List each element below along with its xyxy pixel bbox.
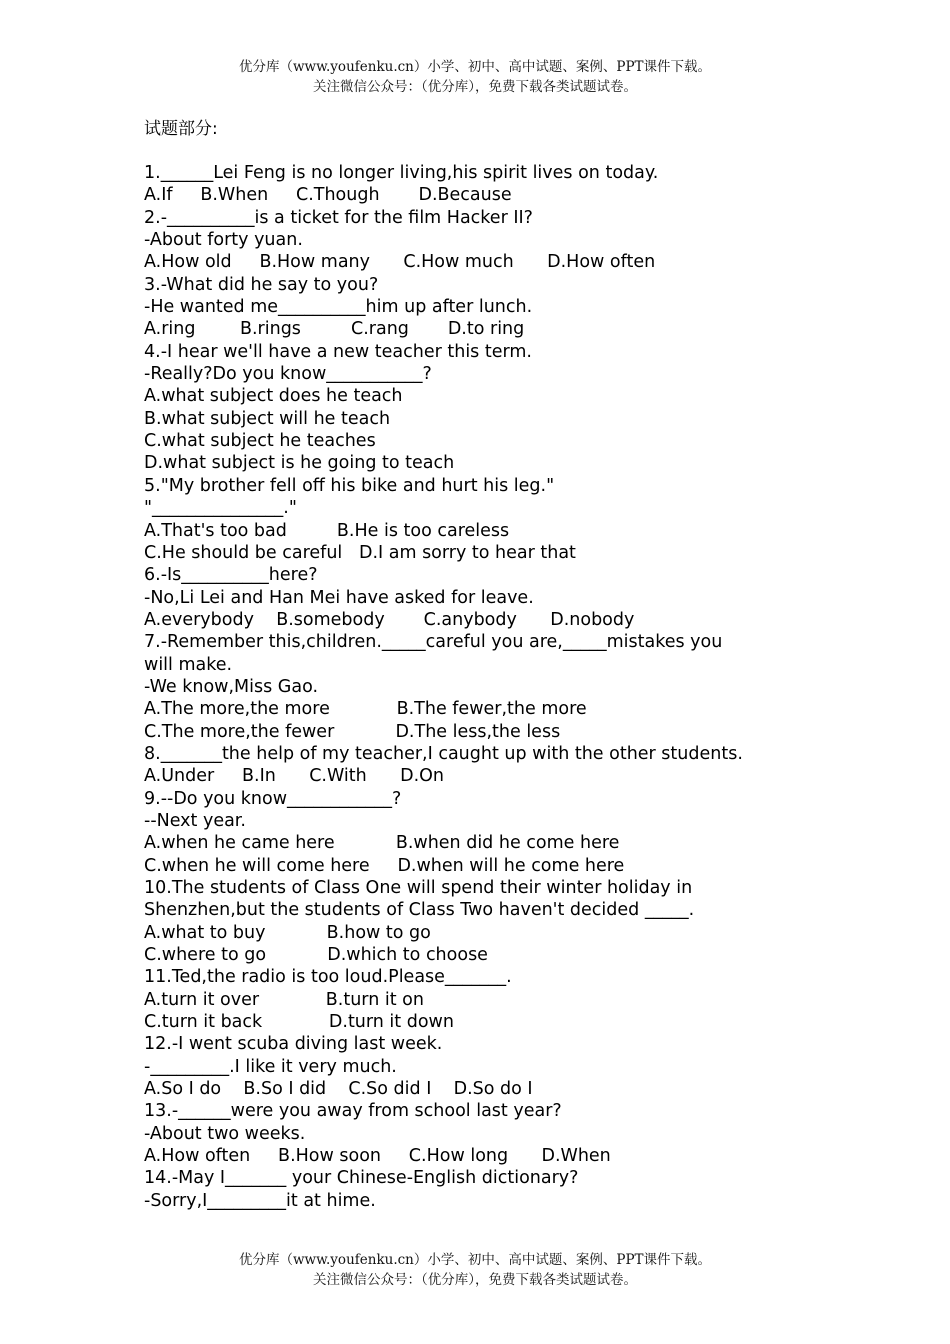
text-line: B.what subject will he teach xyxy=(144,408,391,429)
text-line: A.what subject does he teach xyxy=(144,386,403,407)
text-line: 13.-______were you away from school last year? xyxy=(144,1101,562,1122)
text-line: A.That's too bad B.He is too careless xyxy=(144,520,510,541)
page-header xyxy=(0,57,950,97)
text-line: C.when he will come here D.when will he come here xyxy=(144,855,625,876)
text-line: 3.-What did he say to you? xyxy=(144,274,379,295)
text-line: 14.-May I_______ your Chinese-English dictionary? xyxy=(144,1168,579,1189)
header-line-1: 优分库（www.youfenku.cn）小学、初中、高中试题、案例、PPT课件下载。 xyxy=(238,59,712,75)
text-line: --Next year. xyxy=(144,810,246,831)
text-line: A.How old B.How many C.How much D.How often xyxy=(144,252,656,273)
footer-line-2: 关注微信公众号：（优分库），免费下载各类试题试卷。 xyxy=(313,1272,637,1288)
text-line: "_______________." xyxy=(144,498,297,519)
text-line: C.where to go D.which to choose xyxy=(144,945,488,966)
text-line: Shenzhen,but the students of Class Two haven't decided _____. xyxy=(144,900,695,921)
text-line: A.ring B.rings C.rang D.to ring xyxy=(144,319,525,340)
text-line: -We know,Miss Gao. xyxy=(144,676,319,697)
text-line: 10.The students of Class One will spend their winter holiday in xyxy=(144,878,693,898)
text-line: C.what subject he teaches xyxy=(144,431,376,452)
text-line: A.when he came here B.when did he come here xyxy=(144,833,620,854)
text-line: 5."My brother fell off his bike and hurt his leg." xyxy=(144,475,555,496)
text-line: 8._______the help of my teacher,I caught up with the other students. xyxy=(144,743,743,764)
header-line-2: 关注微信公众号：（优分库），免费下载各类试题试卷。 xyxy=(313,79,637,95)
page-footer xyxy=(0,1250,950,1290)
text-line: A.So I do B.So I did C.So did I D.So do I xyxy=(144,1079,533,1100)
text-line: -About two weeks. xyxy=(144,1123,306,1144)
text-line: A.Under B.In C.With D.On xyxy=(144,766,445,787)
text-line: -He wanted me__________him up after lunch. xyxy=(144,297,533,318)
text-line: 9.--Do you know____________? xyxy=(144,788,402,809)
text-line: 2.-__________is a ticket for the film Hacker II? xyxy=(144,207,533,228)
text-line: A.turn it over B.turn it on xyxy=(144,989,424,1010)
text-line: A.If B.When C.Though D.Because xyxy=(144,185,512,206)
text-line: D.what subject is he going to teach xyxy=(144,453,455,474)
text-line: 4.-I hear we'll have a new teacher this term. xyxy=(144,341,532,362)
text-line: -About forty yuan. xyxy=(144,230,303,251)
text-line: C.He should be careful D.I am sorry to hear that xyxy=(144,542,576,563)
text-line: A.everybody B.somebody C.anybody D.nobody xyxy=(144,609,635,630)
text-line: A.The more,the more B.The fewer,the more xyxy=(144,699,587,720)
text-line: -_________.I like it very much. xyxy=(144,1056,397,1077)
text-line: 12.-I went scuba diving last week. xyxy=(144,1034,443,1055)
footer-line-1: 优分库（www.youfenku.cn）小学、初中、高中试题、案例、PPT课件下载。 xyxy=(238,1252,712,1268)
text-line: A.what to buy B.how to go xyxy=(144,922,431,943)
text-line: C.The more,the fewer D.The less,the less xyxy=(144,721,561,742)
text-line: -Really?Do you know___________? xyxy=(144,364,432,385)
text-line: 11.Ted,the radio is too loud.Please_______. xyxy=(144,967,512,988)
section-title: 试题部分: xyxy=(144,119,218,139)
text-line: 6.-Is__________here? xyxy=(144,565,318,586)
text-line: will make. xyxy=(144,654,233,675)
text-line: A.How often B.How soon C.How long D.When xyxy=(144,1146,611,1167)
text-line: 1.______Lei Feng is no longer living,his spirit lives on today. xyxy=(144,163,659,183)
question-list xyxy=(144,162,844,1212)
text-line: -No,Li Lei and Han Mei have asked for leave. xyxy=(144,587,534,608)
text-line: -Sorry,I_________it at hime. xyxy=(144,1190,376,1211)
text-line: C.turn it back D.turn it down xyxy=(144,1012,454,1033)
text-line: 7.-Remember this,children._____careful you are,_____mistakes you xyxy=(144,632,723,653)
